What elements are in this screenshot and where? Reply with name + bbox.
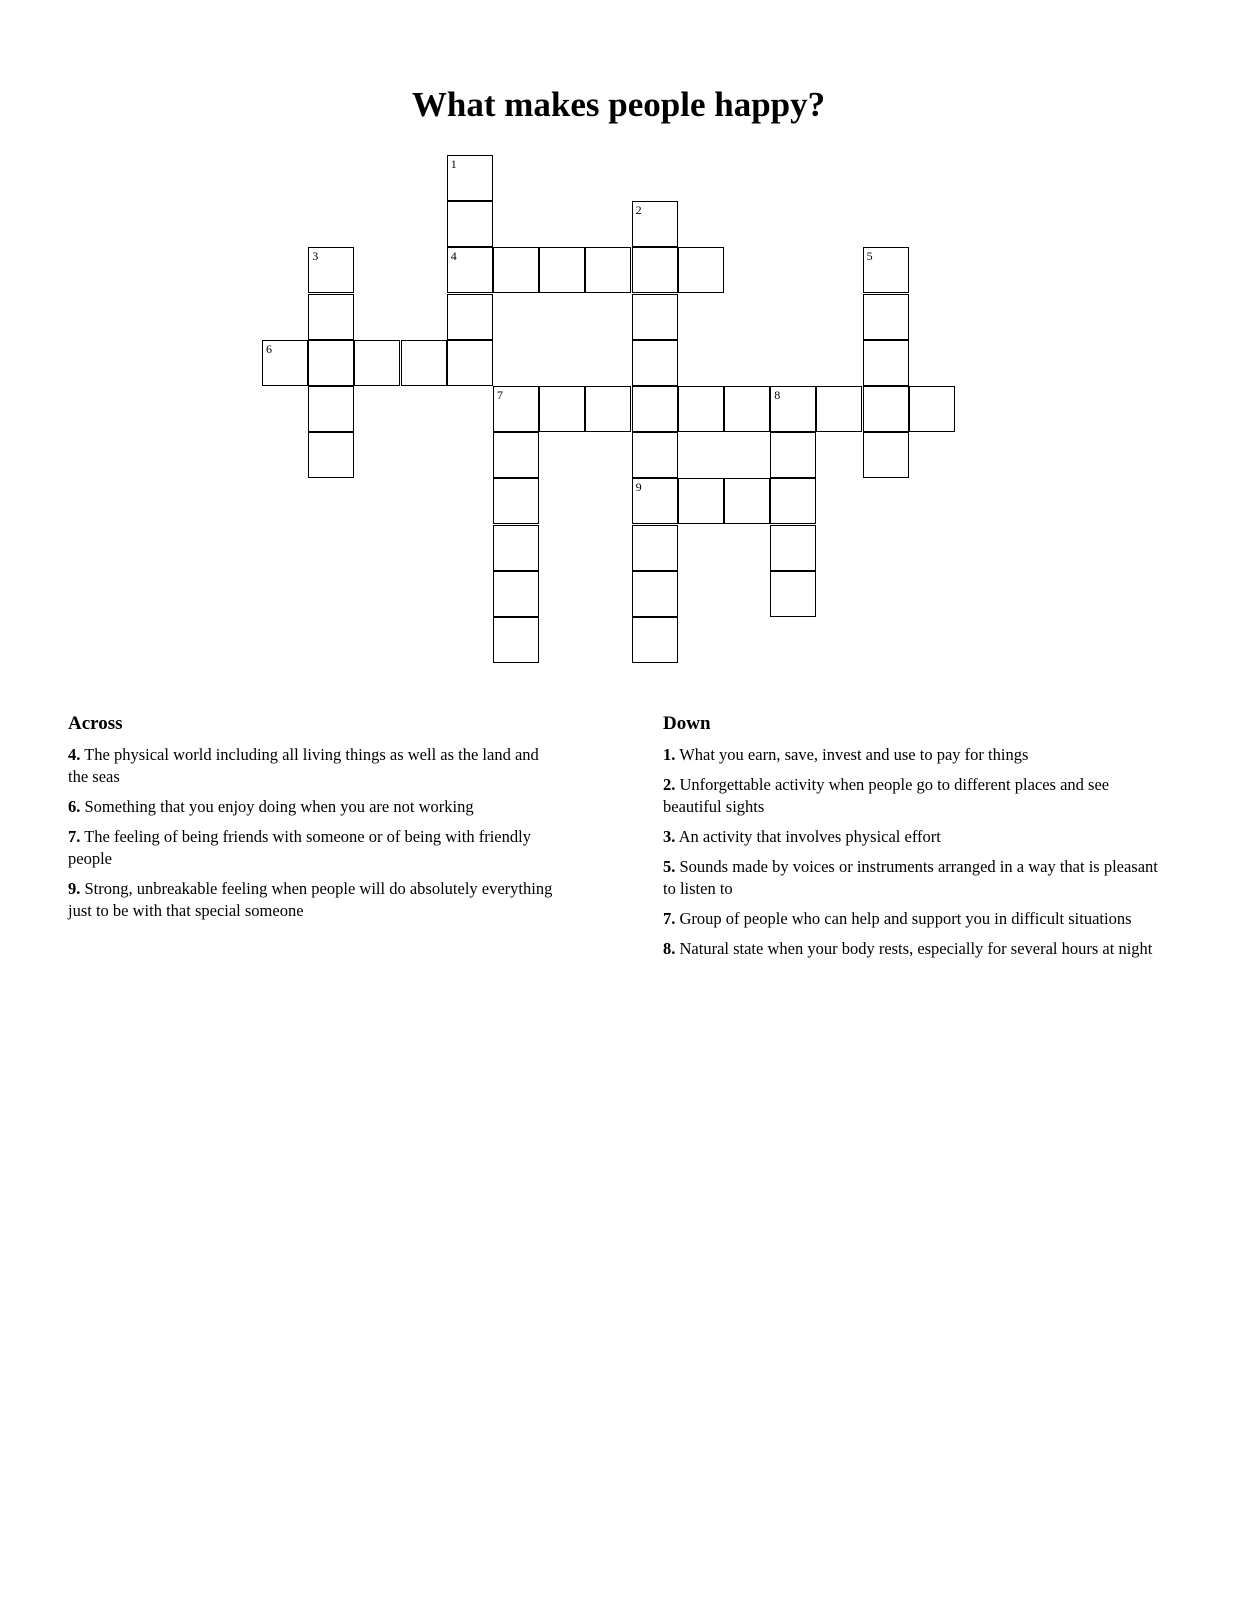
cell-number: 1 [450,157,457,171]
cell-number: 4 [450,249,457,264]
clue-number: 1. [663,745,676,764]
clue-text: What you earn, save, invest and use to pay for things [679,745,1029,764]
grid-cell[interactable] [863,386,909,432]
grid-cell[interactable] [632,294,678,340]
cell-number: 3 [312,249,319,264]
clue-text: Sounds made by voices or instruments arranged in a way that is pleasant to listen to [663,857,1158,898]
grid-cell[interactable] [863,294,909,340]
across-clue [68,826,563,870]
crossword-grid [0,0,1237,700]
grid-cell[interactable] [493,247,539,293]
grid-cell[interactable] [770,525,816,571]
down-heading: Down [663,713,711,734]
clue-text: The feeling of being friends with someone or of being with friendly people [68,827,531,868]
down-clue [663,826,1163,848]
grid-cell[interactable] [308,432,354,478]
grid-cell[interactable] [863,432,909,478]
clue-text: Group of people who can help and support you in difficult situations [679,909,1132,928]
grid-cell[interactable] [724,386,770,432]
grid-cell[interactable] [770,386,816,432]
grid-cell[interactable] [447,201,493,247]
grid-cell[interactable] [493,617,539,663]
clue-number: 4. [68,745,81,764]
grid-cell[interactable] [447,155,493,201]
grid-cell[interactable] [262,340,308,386]
clue-number: 6. [68,797,81,816]
grid-cell[interactable] [816,386,862,432]
grid-cell[interactable] [308,340,354,386]
across-clue [68,796,563,818]
clue-number: 3. [663,827,676,846]
down-clue [663,774,1163,818]
grid-cell[interactable] [632,386,678,432]
grid-cell[interactable] [401,340,447,386]
grid-cell[interactable] [632,617,678,663]
cell-number: 7 [497,388,503,402]
grid-cell[interactable] [447,294,493,340]
grid-cell[interactable] [632,571,678,617]
clue-text: Strong, unbreakable feeling when people will do absolutely everything just to be with that special someone [68,879,553,920]
grid-cell[interactable] [678,478,724,524]
grid-cell[interactable] [493,432,539,478]
cell-number: 6 [266,341,272,356]
clue-number: 9. [68,879,81,898]
grid-cell[interactable] [539,247,585,293]
grid-cell[interactable] [354,340,400,386]
across-clues [68,710,563,930]
grid-cell[interactable] [493,571,539,617]
clue-text: Unforgettable activity when people go to different places and see beautiful sights [663,775,1110,816]
grid-cell[interactable] [308,247,354,293]
down-clues [663,710,1163,968]
grid-cell[interactable] [863,340,909,386]
across-heading: Across [68,713,123,734]
clue-number: 7. [663,909,676,928]
grid-cell[interactable] [493,525,539,571]
clue-number: 8. [663,939,676,958]
grid-cell[interactable] [770,478,816,524]
grid-cell[interactable] [632,432,678,478]
clue-text: Something that you enjoy doing when you are not working [84,797,474,816]
grid-cell[interactable] [493,478,539,524]
grid-cell[interactable] [909,386,955,432]
grid-cell[interactable] [632,525,678,571]
grid-cell[interactable] [632,247,678,293]
grid-cell[interactable] [632,478,678,524]
grid-cell[interactable] [632,340,678,386]
clue-number: 2. [663,775,676,794]
grid-cell[interactable] [539,386,585,432]
grid-cell[interactable] [770,432,816,478]
cell-number: 8 [774,388,781,402]
down-clue [663,938,1163,960]
grid-cell[interactable] [308,294,354,340]
grid-cell[interactable] [678,247,724,293]
cell-number: 9 [635,480,642,495]
across-clue [68,744,563,788]
clue-text: An activity that involves physical effort [678,827,941,846]
grid-cell[interactable] [632,201,678,247]
across-clue [68,878,563,922]
grid-cell[interactable] [585,247,631,293]
grid-cell[interactable] [770,571,816,617]
clue-text: Natural state when your body rests, especially for several hours at night [679,939,1153,958]
grid-cell[interactable] [585,386,631,432]
cell-number: 2 [635,203,642,218]
grid-cell[interactable] [493,386,539,432]
down-clue [663,856,1163,900]
grid-cell[interactable] [863,247,909,293]
clue-number: 7. [68,827,81,846]
grid-cell[interactable] [724,478,770,524]
grid-cell[interactable] [678,386,724,432]
clue-number: 5. [663,857,676,876]
cell-number: 5 [866,249,873,264]
page-title: What makes people happy? [411,85,826,124]
grid-cell[interactable] [308,386,354,432]
down-clue [663,744,1163,766]
clue-text: The physical world including all living things as well as the land and the seas [68,745,539,786]
grid-cell[interactable] [447,340,493,386]
grid-cell[interactable] [447,247,493,293]
down-clue [663,908,1163,930]
